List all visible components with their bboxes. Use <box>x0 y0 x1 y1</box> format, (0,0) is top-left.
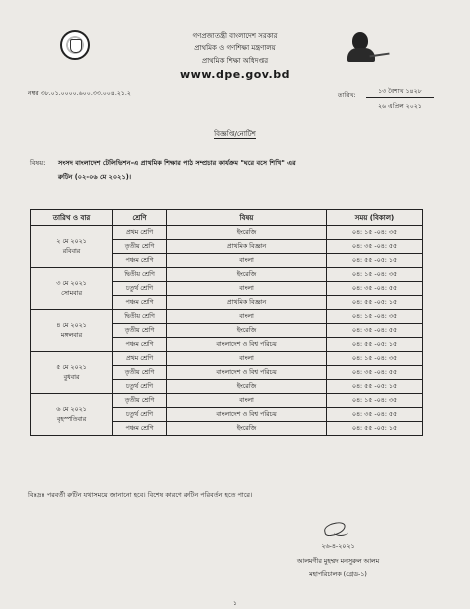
subject-cell: বাংলা <box>167 282 327 296</box>
time-cell: ০৪: ৫৫ -০৫: ১৫ <box>327 296 423 310</box>
header-ministry: প্রাথমিক ও গণশিক্ষা মন্ত্রণালয় <box>194 44 276 52</box>
class-cell: চতুর্থ শ্রেণি <box>113 380 167 394</box>
signatory-date: ২৬-৪-২০২১ <box>321 543 355 550</box>
memo-date-label: তারিখ: <box>338 92 356 99</box>
subject-cell: বাংলাদেশ ও বিশ্ব পরিচয় <box>167 408 327 422</box>
page-number: ১ <box>232 600 237 607</box>
column-header-time: সময় (বিকাল) <box>327 210 423 226</box>
day-cell <box>31 226 113 268</box>
time-cell: ০৪: ৫৫ -০৫: ১৫ <box>327 254 423 268</box>
day-date: ৪ মে ২০২১ <box>56 321 87 329</box>
time-cell: ০৪: ১৫ -০৪: ৩৫ <box>327 268 423 282</box>
subject-cell: ইংরেজি <box>167 324 327 338</box>
day-cell <box>31 268 113 310</box>
signature-icon <box>324 519 350 537</box>
class-cell: পঞ্চম শ্রেণি <box>113 338 167 352</box>
memo-date-english: ২৬ এপ্রিল ২০২১ <box>378 103 422 110</box>
day-weekday: মঙ্গলবার <box>60 331 83 339</box>
routine-table <box>30 209 423 436</box>
subject-cell: বাংলা <box>167 310 327 324</box>
subject-label: বিষয়: <box>30 159 46 167</box>
subject-cell: ইংরেজি <box>167 422 327 436</box>
government-seal-icon <box>60 30 90 60</box>
time-cell: ০৪: ৫৫ -০৫: ১৫ <box>327 338 423 352</box>
class-cell: তৃতীয় শ্রেণি <box>113 394 167 408</box>
class-cell: তৃতীয় শ্রেণি <box>113 324 167 338</box>
time-cell: ০৪: ১৫ -০৪: ৩৫ <box>327 352 423 366</box>
notice-title: বিজ্ঞপ্তি/নোটিশ <box>214 130 256 138</box>
class-cell: প্রথম শ্রেণি <box>113 352 167 366</box>
class-cell: চতুর্থ শ্রেণি <box>113 282 167 296</box>
time-cell: ০৪: ৩৫ -০৪: ৫৫ <box>327 282 423 296</box>
day-date: ৩ মে ২০২১ <box>56 279 87 287</box>
day-weekday: বুধবার <box>63 373 80 381</box>
class-cell: দ্বিতীয় শ্রেণি <box>113 310 167 324</box>
header-government: গণপ্রজাতন্ত্রী বাংলাদেশ সরকার <box>192 32 278 40</box>
table-row <box>31 394 423 408</box>
subject-cell: বাংলা <box>167 254 327 268</box>
table-row <box>31 268 423 282</box>
subject-cell: প্রাথমিক বিজ্ঞান <box>167 240 327 254</box>
subject-cell: বাংলা <box>167 394 327 408</box>
signatory-name: আলমগীর মুহম্মদ মনসুরুল আলম <box>296 558 380 565</box>
time-cell: ০৪: ৩৫ -০৪: ৫৫ <box>327 240 423 254</box>
class-cell: প্রথম শ্রেণি <box>113 226 167 240</box>
time-cell: ০৪: ৫৫ -০৫: ১৫ <box>327 422 423 436</box>
day-cell <box>31 310 113 352</box>
day-cell <box>31 394 113 436</box>
table-header-row <box>31 210 423 226</box>
day-date: ৫ মে ২০২১ <box>56 363 87 371</box>
class-cell: পঞ্চম শ্রেণি <box>113 254 167 268</box>
class-cell: তৃতীয় শ্রেণি <box>113 366 167 380</box>
subject-cell: প্রাথমিক বিজ্ঞান <box>167 296 327 310</box>
class-cell: চতুর্থ শ্রেণি <box>113 408 167 422</box>
memo-number: নম্বর ৩৮.০১.০০০০.৬০০.৩৩.০০৪.২১.২ <box>28 90 131 97</box>
column-header-class: শ্রেণি <box>113 210 167 226</box>
time-cell: ০৪: ৫৫ -০৫: ১৫ <box>327 380 423 394</box>
time-cell: ০৪: ১৫ -০৪: ৩৫ <box>327 394 423 408</box>
time-cell: ০৪: ১৫ -০৪: ৩৫ <box>327 310 423 324</box>
header-website: www.dpe.gov.bd <box>180 68 290 81</box>
day-cell <box>31 352 113 394</box>
memo-date-bangla: ১৩ বৈশাখ ১৪২৮ <box>366 86 434 98</box>
portrait-icon <box>347 30 389 64</box>
subject-cell: বাংলা <box>167 352 327 366</box>
day-weekday: রবিবার <box>62 247 81 255</box>
class-cell: পঞ্চম শ্রেণি <box>113 422 167 436</box>
class-cell: পঞ্চম শ্রেণি <box>113 296 167 310</box>
table-row <box>31 226 423 240</box>
footer-note: বিঃদ্রঃ পরবর্তী রুটিন যথাসময়ে জানানো হবে। বিশেষ কারণে রুটিন পরিবর্তন হতে পারে। <box>28 491 253 499</box>
column-header-date: তারিখ ও বার <box>31 210 113 226</box>
time-cell: ০৪: ৩৫ -০৪: ৫৫ <box>327 366 423 380</box>
subject-cell: বাংলাদেশ ও বিশ্ব পরিচয় <box>167 338 327 352</box>
table-row <box>31 352 423 366</box>
column-header-subject: বিষয় <box>167 210 327 226</box>
day-date: ৬ মে ২০২১ <box>56 405 87 413</box>
header-directorate: প্রাথমিক শিক্ষা অধিদপ্তর <box>201 57 269 65</box>
subject-cell: ইংরেজি <box>167 226 327 240</box>
time-cell: ০৪: ৩৫ -০৪: ৫৫ <box>327 408 423 422</box>
time-cell: ০৪: ৩৫ -০৪: ৫৫ <box>327 324 423 338</box>
subject-cell: ইংরেজি <box>167 268 327 282</box>
subject-cell: ইংরেজি <box>167 380 327 394</box>
subject-line-1: সংসদ বাংলাদেশ টেলিভিশন-এ প্রাথমিক শিক্ষার পাঠ সম্প্রচার কার্যক্রম "ঘরে বসে শিখি" এর <box>58 159 296 167</box>
time-cell: ০৪: ১৫ -০৪: ৩৫ <box>327 226 423 240</box>
subject-cell: বাংলাদেশ ও বিশ্ব পরিচয় <box>167 366 327 380</box>
class-cell: তৃতীয় শ্রেণি <box>113 240 167 254</box>
table-row <box>31 310 423 324</box>
day-weekday: সোমবার <box>61 289 82 297</box>
signatory-designation: মহাপরিচালক (গ্রেড-১) <box>309 571 367 578</box>
day-weekday: বৃহস্পতিবার <box>56 415 87 423</box>
day-date: ২ মে ২০২১ <box>56 237 87 245</box>
class-cell: দ্বিতীয় শ্রেণি <box>113 268 167 282</box>
subject-line-2: রুটিন (০২-০৬ মে ২০২১)। <box>58 173 132 181</box>
